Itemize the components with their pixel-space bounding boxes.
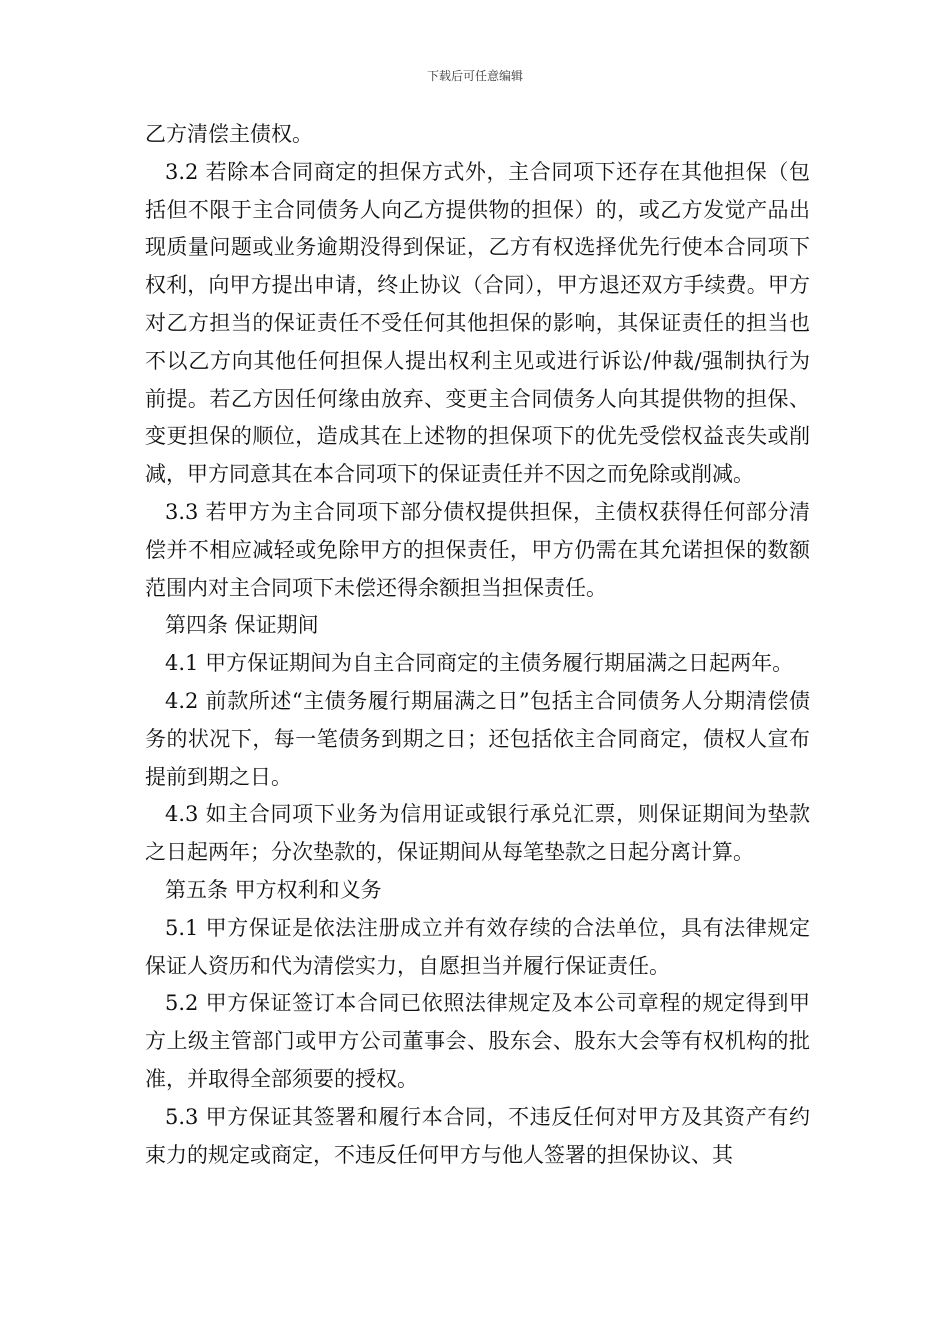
paragraph-clause-5-1: 5.1 甲方保证是依法注册成立并有效存续的合法单位，具有法律规定保证人资历和代为清偿实力，自愿担当并履行保证责任。 xyxy=(145,915,810,978)
paragraph-clause-3-3: 3.3 若甲方为主合同项下部分债权提供担保，主债权获得任何部分清偿并不相应减轻或免除甲方的担保责任，甲方仍需在其允诺担保的数额范围内对主合同项下未偿还得余额担当担保责任。 xyxy=(145,499,810,600)
document-body xyxy=(145,116,810,1174)
paragraph: 乙方清偿主债权。 xyxy=(145,122,313,146)
page-header: 下载后可任意编辑 xyxy=(426,69,523,83)
paragraph-clause-5-3: 5.3 甲方保证其签署和履行本合同，不违反任何对甲方及其资产有约束力的规定或商定，不违反任何甲方与他人签署的担保协议、其 xyxy=(145,1104,810,1167)
article-heading-5: 第五条 甲方权利和义务 xyxy=(165,877,382,902)
paragraph-clause-4-1: 4.1 甲方保证期间为自主合同商定的主债务履行期届满之日起两年。 xyxy=(165,651,794,676)
paragraph-clause-4-3: 4.3 如主合同项下业务为信用证或银行承兑汇票，则保证期间为垫款之日起两年；分次垫款的，保证期间从每笔垫款之日起分离计算。 xyxy=(145,802,810,865)
paragraph-clause-4-2: 4.2 前款所述“主债务履行期届满之日”包括主合同债务人分期清偿债务的状况下，每一笔债务到期之日；还包括依主合同商定，债权人宣布提前到期之日。 xyxy=(145,688,810,789)
paragraph-clause-3-2: 3.2 若除本合同商定的担保方式外，主合同项下还存在其他担保（包括但不限于主合同债务人向乙方提供物的担保）的，或乙方发觉产品出现质量问题或业务逾期没得到保证，乙方有权选择优先行使本合同项下权利，向甲方提出申请，终止协议（合同），甲方退还双方手续费。甲方对乙方担当的保证责任不受任何其他担保的影响，其保证责任的担当也不以乙方向其他任何担保人提出权利主见或进行诉讼/仲裁/强制执行为前提。若乙方因任何缘由放弃、变更主合同债务人向其提供物的担保、变更担保的顺位，造成其在上述物的担保项下的优先受偿权益丧失或削减，甲方同意其在本合同项下的保证责任并不因之而免除或削减。 xyxy=(145,159,810,487)
paragraph-clause-5-2: 5.2 甲方保证签订本合同已依照法律规定及本公司章程的规定得到甲方上级主管部门或甲方公司董事会、股东会、股东大会等有权机构的批准，并取得全部须要的授权。 xyxy=(145,991,810,1091)
article-heading-4: 第四条 保证期间 xyxy=(165,613,319,638)
